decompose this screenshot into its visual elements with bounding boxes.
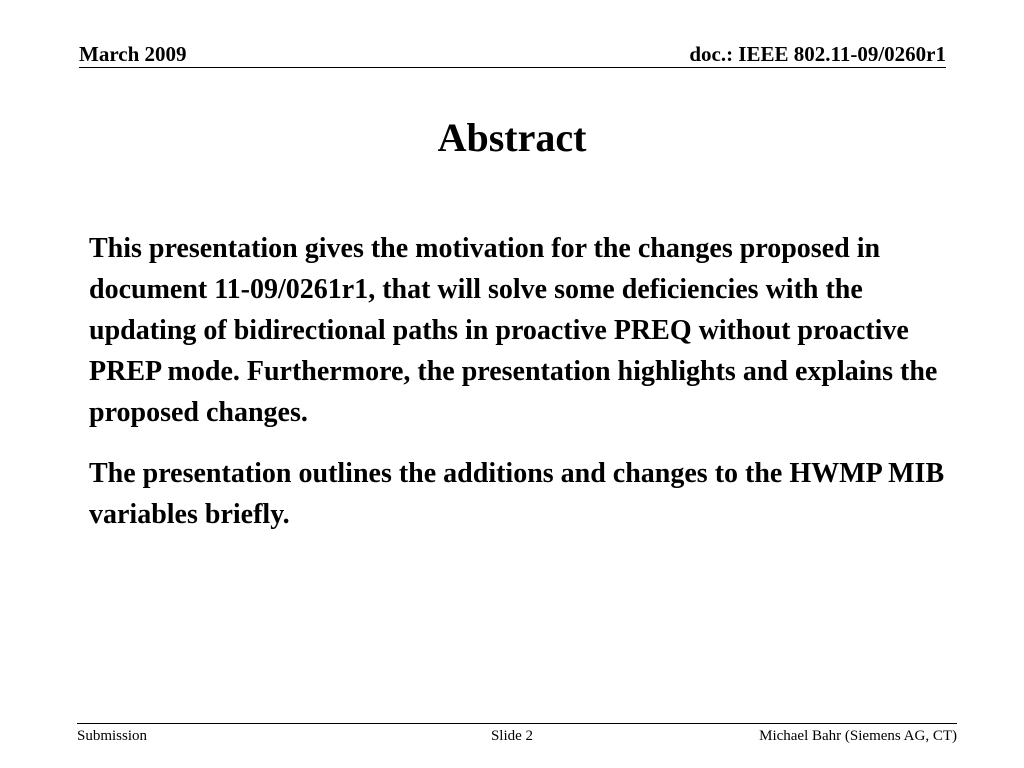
- header-divider: [79, 67, 946, 68]
- footer-author: Michael Bahr (Siemens AG, CT): [759, 728, 957, 744]
- footer-slide-number: Slide 2: [490, 728, 534, 744]
- header-date: March 2009: [79, 42, 187, 66]
- footer-divider: [77, 723, 957, 724]
- header-document-id: doc.: IEEE 802.11-09/0260r1: [689, 42, 946, 66]
- slide-title: Abstract: [437, 115, 587, 160]
- body-paragraph-mib: The presentation outlines the additions and changes to the HWMP MIB variables briefly.: [89, 458, 945, 530]
- footer-submission: Submission: [77, 728, 148, 744]
- slide-body: [89, 228, 959, 555]
- body-paragraph-motivation: This presentation gives the motivation for the changes proposed in document 11-09/0261r1, that will solve some deficiencies with the updating of bidirectional paths in proactive PREQ without proactive PREP mode. Furthermore, the presentation highlights and explains the proposed changes.: [89, 233, 938, 428]
